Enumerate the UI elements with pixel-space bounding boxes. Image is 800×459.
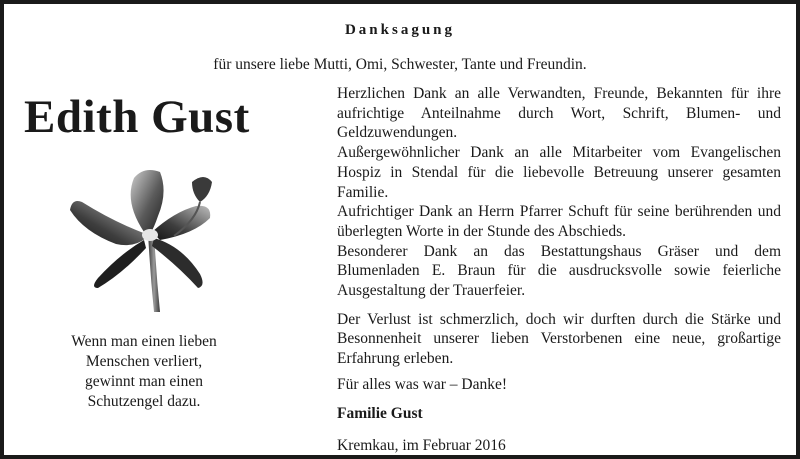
quote-line: Schutzengel dazu. <box>87 393 201 410</box>
quote-block <box>44 332 244 412</box>
thanks-text <box>337 84 781 456</box>
amaryllis-flower-image <box>64 162 224 312</box>
loss-paragraph: Der Verlust ist schmerzlich, doch wir durften durch die Stärke und Besonnenheit unserer lieben Verstorbenen eine neue, großartige Erfahrung erleben. <box>337 310 781 368</box>
deceased-name: Edith Gust <box>24 91 250 143</box>
thanks-paragraph: Besonderer Dank an das Bestattungshaus Gräser und dem Blumenladen E. Braun für die ausdrucksvolle sowie feierliche Ausgestaltung der Trauerfeier. <box>337 242 781 300</box>
quote-line: Wenn man einen lieben <box>71 333 217 350</box>
thanks-paragraph: Aufrichtiger Dank an Herrn Pfarrer Schuft für seine berührenden und überlegten Worte in der Stunde des Abschieds. <box>337 203 781 240</box>
signature: Familie Gust <box>337 404 423 422</box>
quote-line: gewinnt man einen <box>85 373 203 390</box>
notice-subtitle: für unsere liebe Mutti, Omi, Schwester, Tante und Freundin. <box>213 56 587 73</box>
thanks-paragraph: Außergewöhnlicher Dank an alle Mitarbeiter vom Evangelischen Hospiz in Stendal für die liebevolle Betreuung unserer gesamten Familie. <box>337 144 781 201</box>
closing-line: Für alles was war – Danke! <box>337 375 508 393</box>
thanks-paragraph: Herzlichen Dank an alle Verwandten, Freunde, Bekannten für ihre aufrichtige Anteilnahme durch Wort, Schrift, Blumen- und Geldzuwendungen. <box>337 85 781 142</box>
place-date: Kremkau, im Februar 2016 <box>337 437 506 455</box>
quote-line: Menschen verliert, <box>85 353 203 370</box>
notice-heading: Danksagung <box>344 22 456 38</box>
